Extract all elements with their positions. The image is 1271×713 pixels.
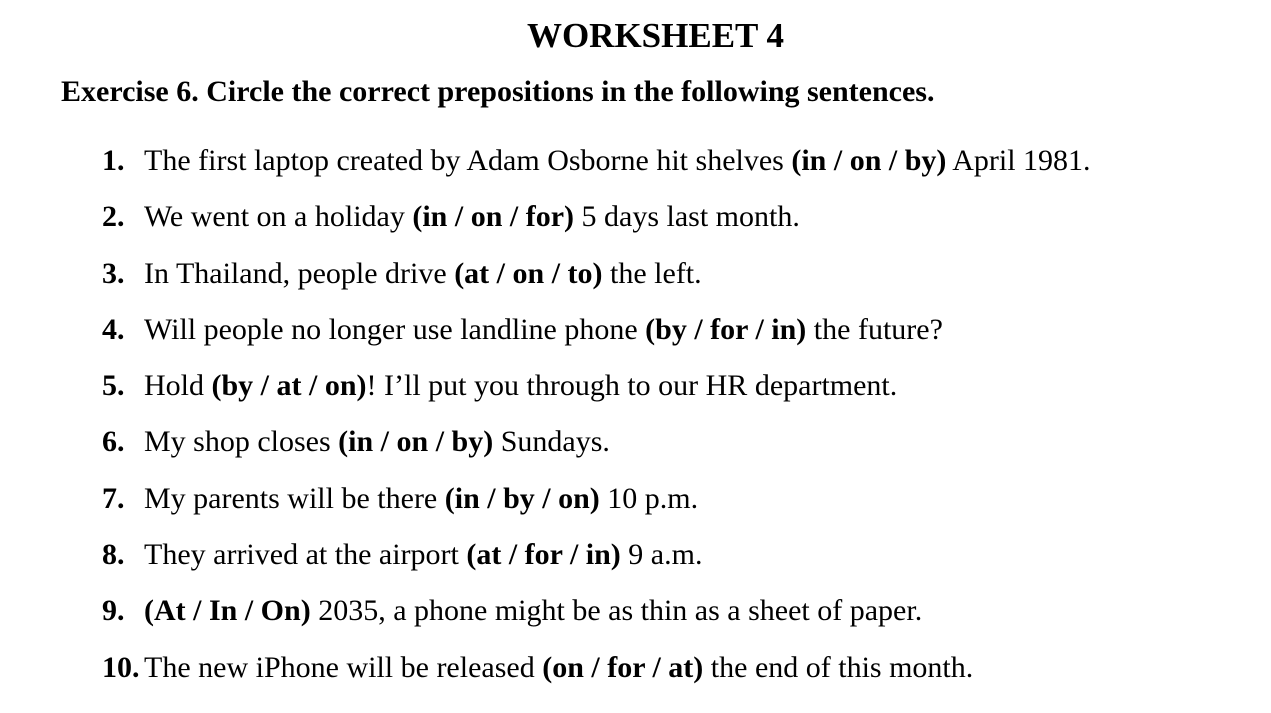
item-sentence — [144, 477, 698, 521]
exercise-item — [102, 533, 1091, 589]
exercise-item — [102, 477, 1091, 533]
item-number: 9. — [102, 594, 125, 628]
worksheet-title: WORKSHEET 4 — [526, 16, 785, 55]
sentence-before: The new iPhone will be released — [144, 650, 543, 684]
sentence-before: Hold — [144, 369, 212, 403]
sentence-before: The first laptop created by Adam Osborne hit shelves — [144, 144, 792, 177]
sentence-after: 10 p.m. — [599, 481, 699, 515]
preposition-options: (in / on / by) — [338, 425, 494, 459]
exercise-heading: Exercise 6. Circle the correct prepositions in the following sentences. — [61, 75, 935, 108]
sentence-after: ! I’ll put you through to our HR department. — [366, 369, 898, 403]
exercise-list — [102, 139, 1091, 702]
exercise-item — [102, 420, 1091, 476]
sentence-after: 9 a.m. — [620, 538, 703, 572]
item-number: 2. — [102, 200, 125, 234]
preposition-options: (in / by / on) — [444, 481, 600, 515]
exercise-item — [102, 308, 1091, 364]
exercise-item — [102, 195, 1091, 251]
sentence-after: Sundays. — [493, 425, 610, 459]
sentence-before: In Thailand, people drive — [144, 256, 455, 290]
preposition-options: (by / for / in) — [645, 312, 807, 346]
preposition-options: (at / on / to) — [454, 256, 603, 290]
preposition-options: (At / In / On) — [144, 594, 311, 628]
sentence-after: April 1981. — [946, 144, 1091, 177]
preposition-options: (in / on / for) — [412, 200, 575, 234]
item-number: 10. — [102, 650, 140, 684]
preposition-options: (at / for / in) — [466, 538, 621, 572]
sentence-after: the left. — [602, 256, 702, 290]
item-sentence — [144, 589, 922, 633]
exercise-item — [102, 589, 1091, 645]
item-sentence — [144, 420, 610, 464]
sentence-before: My shop closes — [144, 425, 339, 459]
item-number: 3. — [102, 256, 125, 290]
sentence-after: the future? — [806, 312, 943, 346]
sentence-after: 2035, a phone might be as thin as a sheet of paper. — [310, 594, 923, 628]
sentence-before: Will people no longer use landline phone — [144, 312, 646, 346]
exercise-item — [102, 252, 1091, 308]
item-number: 6. — [102, 425, 125, 459]
item-number: 7. — [102, 481, 125, 515]
exercise-item — [102, 364, 1091, 420]
item-number: 4. — [102, 312, 125, 346]
exercise-item — [102, 139, 1091, 195]
item-sentence — [144, 646, 973, 690]
item-sentence — [144, 364, 897, 408]
item-sentence — [144, 533, 702, 577]
item-sentence — [144, 308, 943, 352]
sentence-before: They arrived at the airport — [144, 538, 467, 572]
item-number: 1. — [102, 144, 125, 177]
item-sentence — [144, 139, 1091, 183]
item-number: 8. — [102, 538, 125, 572]
item-sentence — [144, 252, 702, 296]
sentence-after: 5 days last month. — [574, 200, 800, 234]
preposition-options: (in / on / by) — [791, 144, 947, 177]
item-number: 5. — [102, 369, 125, 403]
item-sentence — [144, 195, 800, 239]
preposition-options: (by / at / on) — [211, 369, 367, 403]
exercise-item — [102, 646, 1091, 702]
sentence-before: My parents will be there — [144, 481, 445, 515]
sentence-before: We went on a holiday — [144, 200, 413, 234]
preposition-options: (on / for / at) — [542, 650, 704, 684]
sentence-after: the end of this month. — [703, 650, 974, 684]
